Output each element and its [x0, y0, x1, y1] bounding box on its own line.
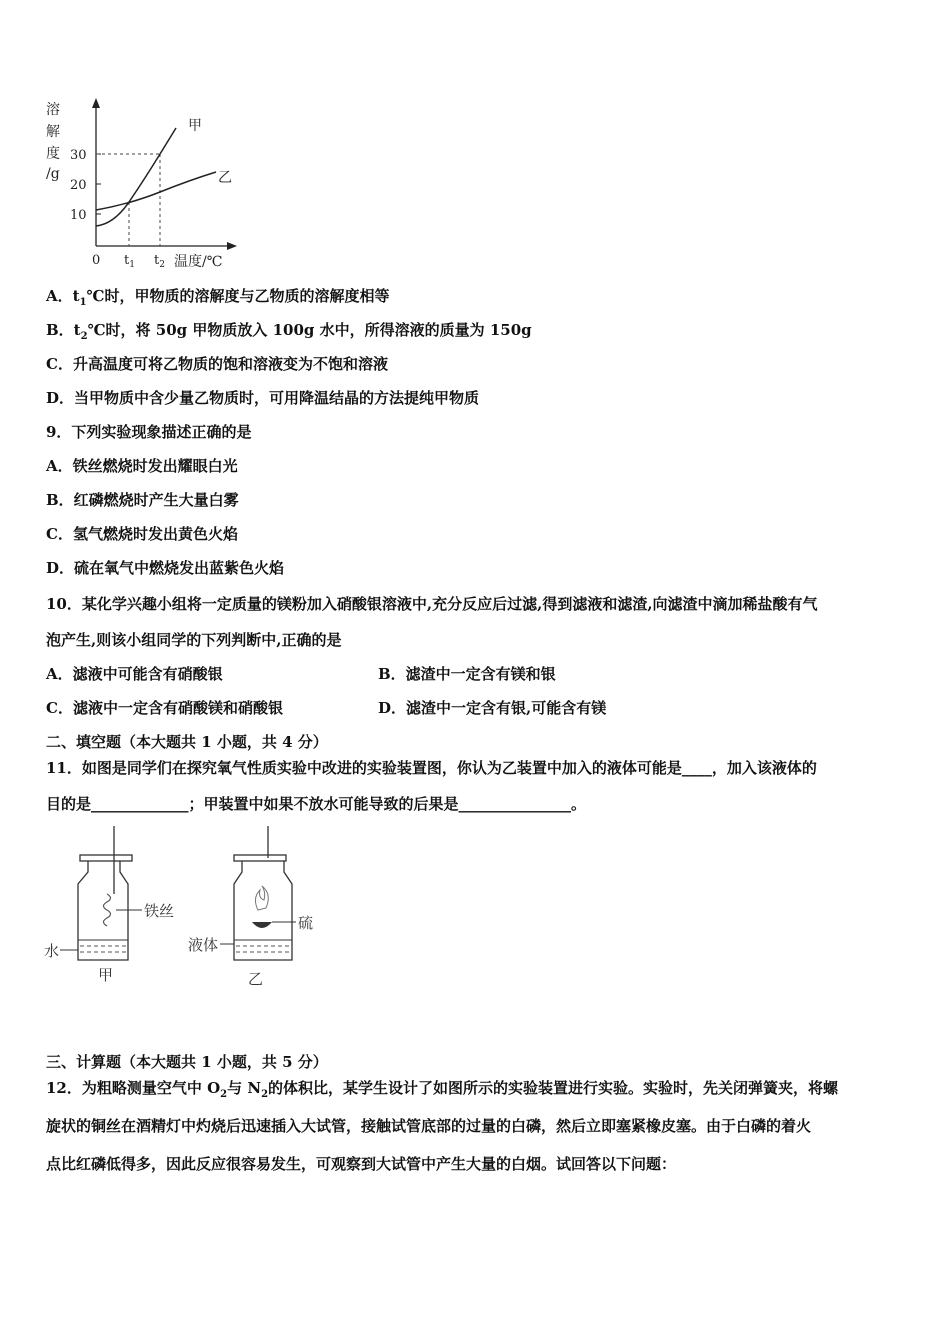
q9-option-c: C．氢气燃烧时发出黄色火焰: [46, 525, 238, 543]
label-liquid: 液体: [188, 936, 219, 954]
q8-option-c: C．升高温度可将乙物质的饱和溶液变为不饱和溶液: [46, 355, 388, 373]
solubility-chart: [40, 96, 250, 274]
y-label-4: /g: [46, 166, 60, 182]
y-label-3: 度: [46, 146, 60, 162]
y-tick-label-10: 10: [70, 208, 87, 223]
q12-line1: 12．为粗略测量空气中 $O_2$与 $N_2$的体积比，某学生设计了如图所示的实验装置进行实验。实验时，先关闭弹簧夹，将螺: [46, 1079, 839, 1100]
q12-line3: 点比红磷低得多，因此反应很容易发生，可观察到大试管中产生大量的白烟。试回答以下问题：: [46, 1155, 677, 1173]
q9-stem: 9．下列实验现象描述正确的是: [46, 423, 252, 441]
q10-option-b: B．滤渣中一定含有镁和银: [378, 665, 556, 683]
q10-stem-line2: 泡产生,则该小组同学的下列判断中,正确的是: [46, 631, 342, 649]
q8-option-a: A．$t_1℃$时，甲物质的溶解度与乙物质的溶解度相等: [46, 287, 390, 308]
y-label-1: 溶: [46, 102, 60, 118]
q10-option-a: A．滤液中可能含有硝酸银: [46, 665, 223, 683]
y-label-2: 解: [46, 124, 60, 140]
series-jia-label: 甲: [188, 118, 202, 134]
x-tick-label-t2: $t_2$: [154, 253, 165, 270]
q10-option-d: D．滤渣中一定含有银,可能含有镁: [378, 699, 607, 717]
x-tick-label-t1: $t_1$: [124, 253, 135, 270]
x-tick-label-0: 0: [92, 253, 101, 268]
label-yi: 乙: [248, 970, 264, 988]
q8-option-b: B．$t_2℃$时，将 50g 甲物质放入 100g 水中，所得溶液的质量为 150g: [46, 321, 532, 342]
label-water: 水: [44, 942, 60, 960]
jar-jia: [44, 826, 174, 984]
section-2-heading: 二、填空题（本大题共 1 小题，共 4 分）: [46, 733, 328, 751]
q9-option-a: A．铁丝燃烧时发出耀眼白光: [46, 457, 238, 475]
jar-yi: [188, 826, 313, 988]
series-yi-curve: [96, 172, 216, 210]
q8-option-d: D．当甲物质中含少量乙物质时，可用降温结晶的方法提纯甲物质: [46, 389, 480, 407]
label-sulfur: 硫: [298, 914, 314, 932]
section-3-heading: 三、计算题（本大题共 1 小题，共 5 分）: [46, 1053, 328, 1071]
y-tick-label-20: 20: [70, 178, 87, 193]
flame-icon: [255, 886, 268, 910]
q11-line2: 目的是_____________；甲装置中如果不放水可能导致的后果是_______________。: [46, 795, 587, 813]
y-tick-label-30: 30: [70, 148, 87, 163]
apparatus-figure: [40, 822, 340, 997]
q9-option-d: D．硫在氧气中燃烧发出蓝紫色火焰: [46, 559, 285, 577]
q11-line1: 11．如图是同学们在探究氧气性质实验中改进的实验装置图，你认为乙装置中加入的液体可能是____，加入该液体的: [46, 759, 817, 777]
series-jia-curve: [96, 128, 176, 226]
q12-line2: 旋状的铜丝在酒精灯中灼烧后迅速插入大试管，接触试管底部的过量的白磷，然后立即塞紧橡皮塞。由于白磷的着火: [46, 1117, 812, 1135]
series-yi-label: 乙: [218, 170, 232, 186]
x-axis-arrow: [227, 242, 237, 250]
q10-option-c: C．滤液中一定含有硝酸镁和硝酸银: [46, 699, 283, 717]
q10-stem-line1: 10．某化学兴趣小组将一定质量的镁粉加入硝酸银溶液中,充分反应后过滤,得到滤液和滤渣,向滤渣中滴加稀盐酸有气: [46, 595, 818, 613]
label-jia: 甲: [98, 966, 114, 984]
deflagrating-spoon-icon: [252, 922, 272, 928]
x-axis-label: 温度/℃: [174, 254, 223, 270]
y-axis-arrow: [92, 98, 100, 108]
q9-option-b: B．红磷燃烧时产生大量白雾: [46, 491, 239, 509]
iron-wire-coil-icon: [104, 894, 111, 926]
label-iron-wire: 铁丝: [144, 902, 175, 920]
